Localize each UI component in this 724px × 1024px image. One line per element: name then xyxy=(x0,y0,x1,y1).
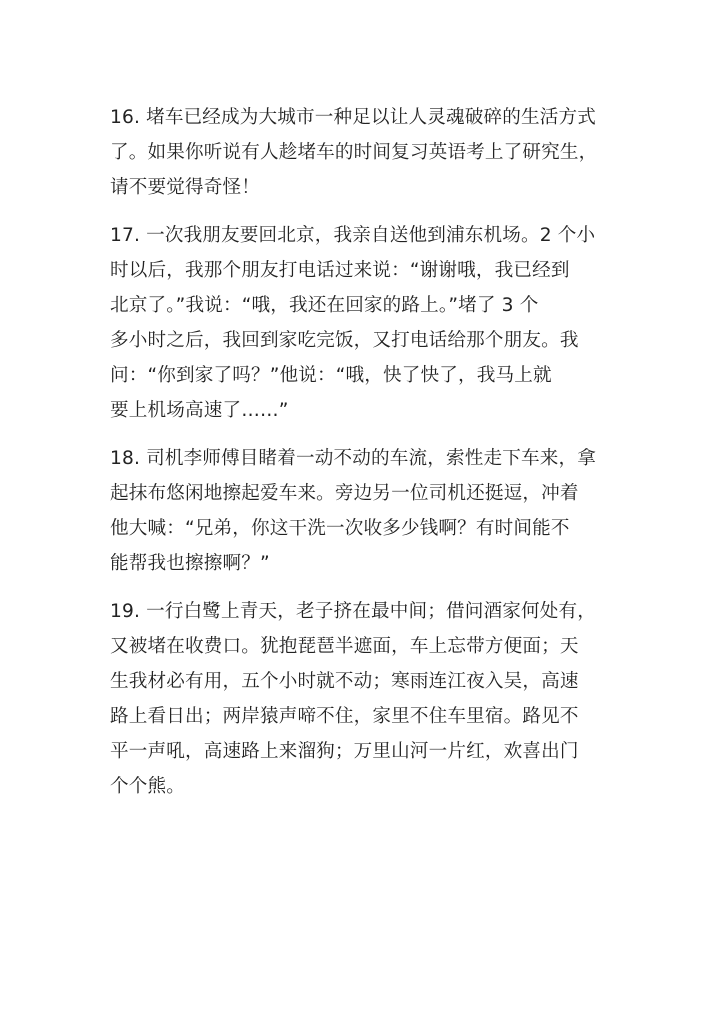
document-body xyxy=(110,100,620,817)
text-line: 了。如果你听说有人趁堵车的时间复习英语考上了研究生， xyxy=(110,142,598,163)
text-line: 能帮我也擦擦啊？” xyxy=(110,553,270,574)
text-line: 18. 司机李师傅目睹着一动不动的车流，索性走下车来，拿 xyxy=(110,448,596,469)
text-line: 平一声吼，高速路上来溜狗；万里山河一片红，欢喜出门 xyxy=(110,741,579,762)
text-line: 19. 一行白鹭上青天，老子挤在最中间；借问酒家何处有， xyxy=(110,601,596,622)
text-line: 北京了。”我说：“哦，我还在回家的路上。”堵了 3 个 xyxy=(110,295,539,316)
text-line: 他大喊：“兄弟，你这干洗一次收多少钱啊？有时间能不 xyxy=(110,518,570,539)
text-line: 问：“你到家了吗？”他说：“哦，快了快了，我马上就 xyxy=(110,365,552,386)
text-line: 起抹布悠闲地擦起爱车来。旁边另一位司机还挺逗，冲着 xyxy=(110,483,579,504)
text-line: 请不要觉得奇怪！ xyxy=(110,177,260,198)
paragraph-16 xyxy=(110,100,620,205)
text-line: 生我材必有用，五个小时就不动；寒雨连江夜入吴，高速 xyxy=(110,671,579,692)
paragraph-19 xyxy=(110,594,620,804)
paragraph-17 xyxy=(110,218,620,428)
text-line: 要上机场高速了……” xyxy=(110,400,289,421)
paragraph-18 xyxy=(110,441,620,581)
text-line: 又被堵在收费口。犹抱琵琶半遮面，车上忘带方便面；天 xyxy=(110,636,579,657)
text-line: 时以后，我那个朋友打电话过来说：“谢谢哦，我已经到 xyxy=(110,260,570,281)
text-line: 路上看日出；两岸猿声啼不住，家里不住车里宿。路见不 xyxy=(110,706,579,727)
text-line: 多小时之后，我回到家吃完饭，又打电话给那个朋友。我 xyxy=(110,330,579,351)
text-line: 个个熊。 xyxy=(110,776,185,797)
text-line: 16. 堵车已经成为大城市一种足以让人灵魂破碎的生活方式 xyxy=(110,107,596,128)
text-line: 17. 一次我朋友要回北京，我亲自送他到浦东机场。2 个小 xyxy=(110,225,596,246)
